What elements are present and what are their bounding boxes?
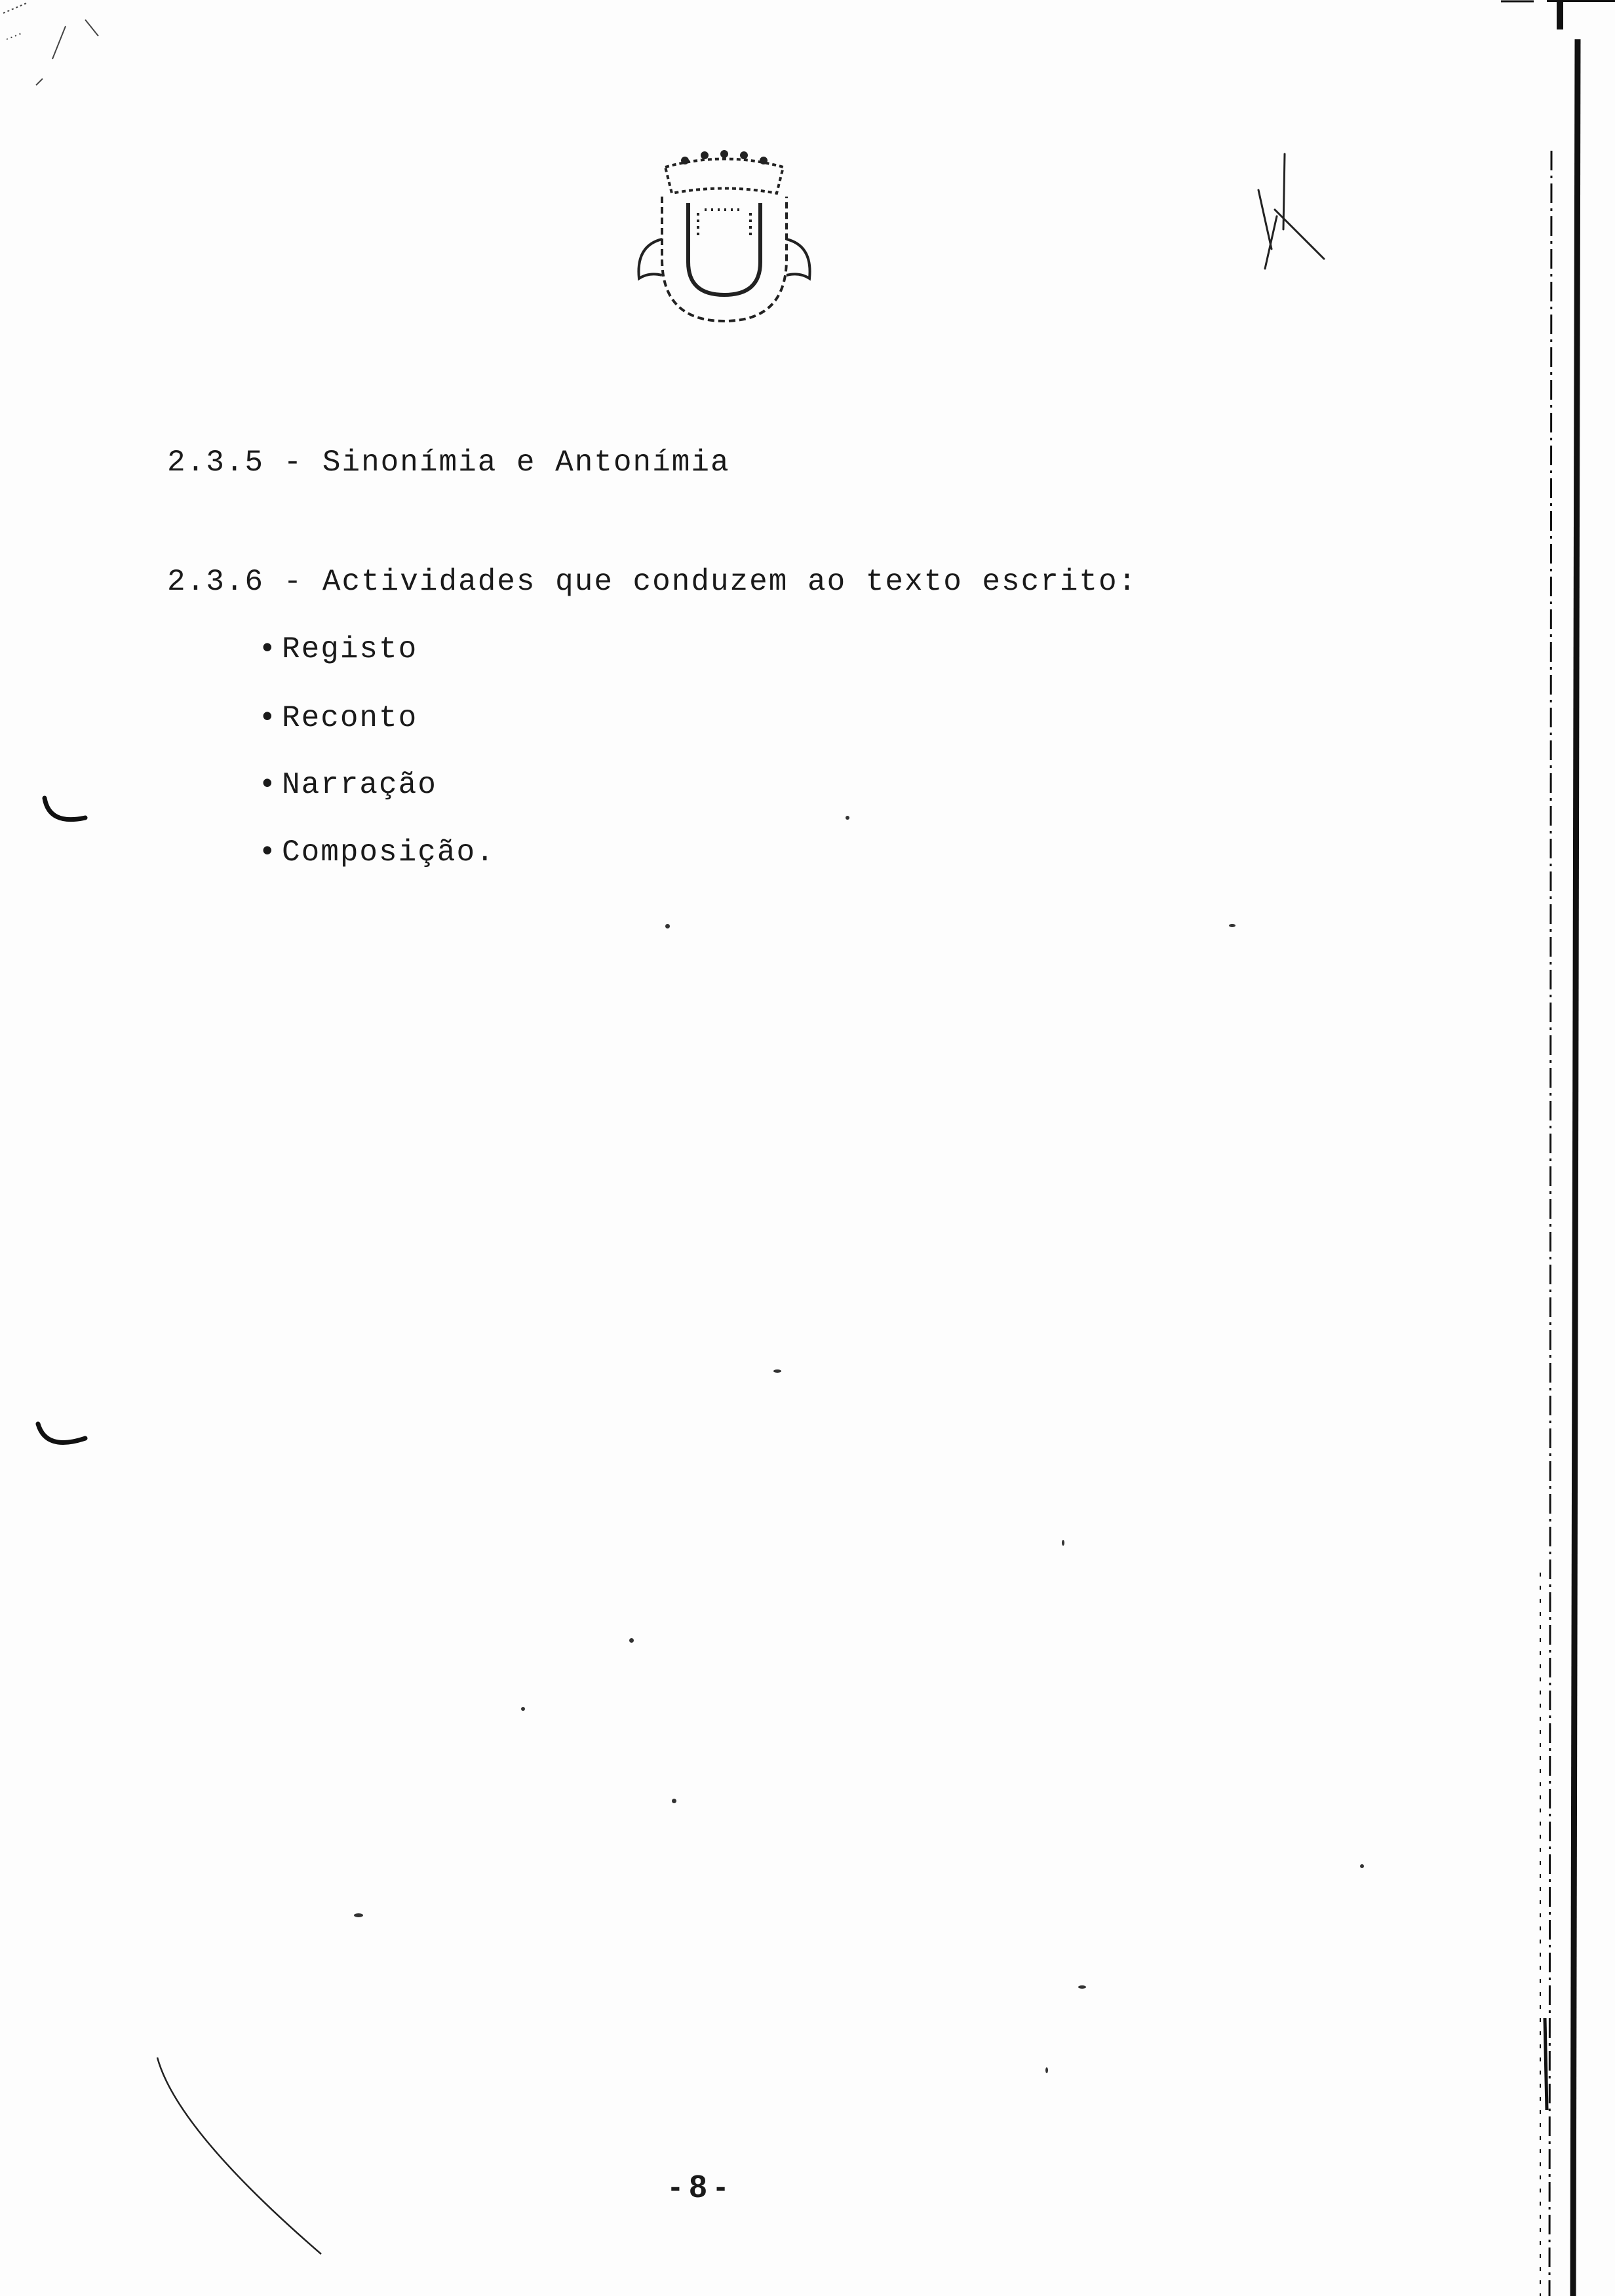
speck: [521, 1707, 525, 1711]
speck: [354, 1913, 363, 1917]
section-separator: -: [283, 565, 303, 599]
section-2-3-5-heading: [167, 446, 730, 480]
speck: [1062, 1540, 1064, 1546]
speck: [1078, 1985, 1086, 1989]
list-item: • Narração: [282, 768, 437, 802]
section-2-3-6-heading: [167, 565, 1137, 599]
diagonal-scratch-mark: [151, 2051, 334, 2261]
margin-arc-mark: [33, 1419, 92, 1458]
corner-smudge-mark: [0, 0, 111, 98]
speck: [846, 816, 849, 820]
page-binding-edge: [1501, 0, 1615, 2296]
speck: [773, 1369, 781, 1373]
speck: [1360, 1864, 1364, 1868]
section-title: Actividades que conduzem ao texto escrito:: [322, 565, 1138, 599]
speck: [1045, 2067, 1048, 2073]
list-item: • Registo: [282, 632, 418, 666]
page-number: - 8 -: [670, 2170, 726, 2204]
list-item: • Composição.: [282, 835, 496, 870]
handwritten-check-icon: [1245, 151, 1331, 275]
speck: [629, 1638, 634, 1643]
speck: [672, 1799, 676, 1803]
margin-arc-mark: [39, 793, 92, 832]
section-title: Sinonímia e Antonímia: [322, 446, 730, 480]
list-item: • Reconto: [282, 701, 418, 735]
section-number: 2.3.5: [167, 446, 265, 480]
section-separator: -: [283, 446, 303, 480]
coat-of-arms-icon: [626, 147, 823, 331]
speck: [1229, 924, 1236, 927]
speck: [665, 924, 670, 928]
section-number: 2.3.6: [167, 565, 265, 599]
